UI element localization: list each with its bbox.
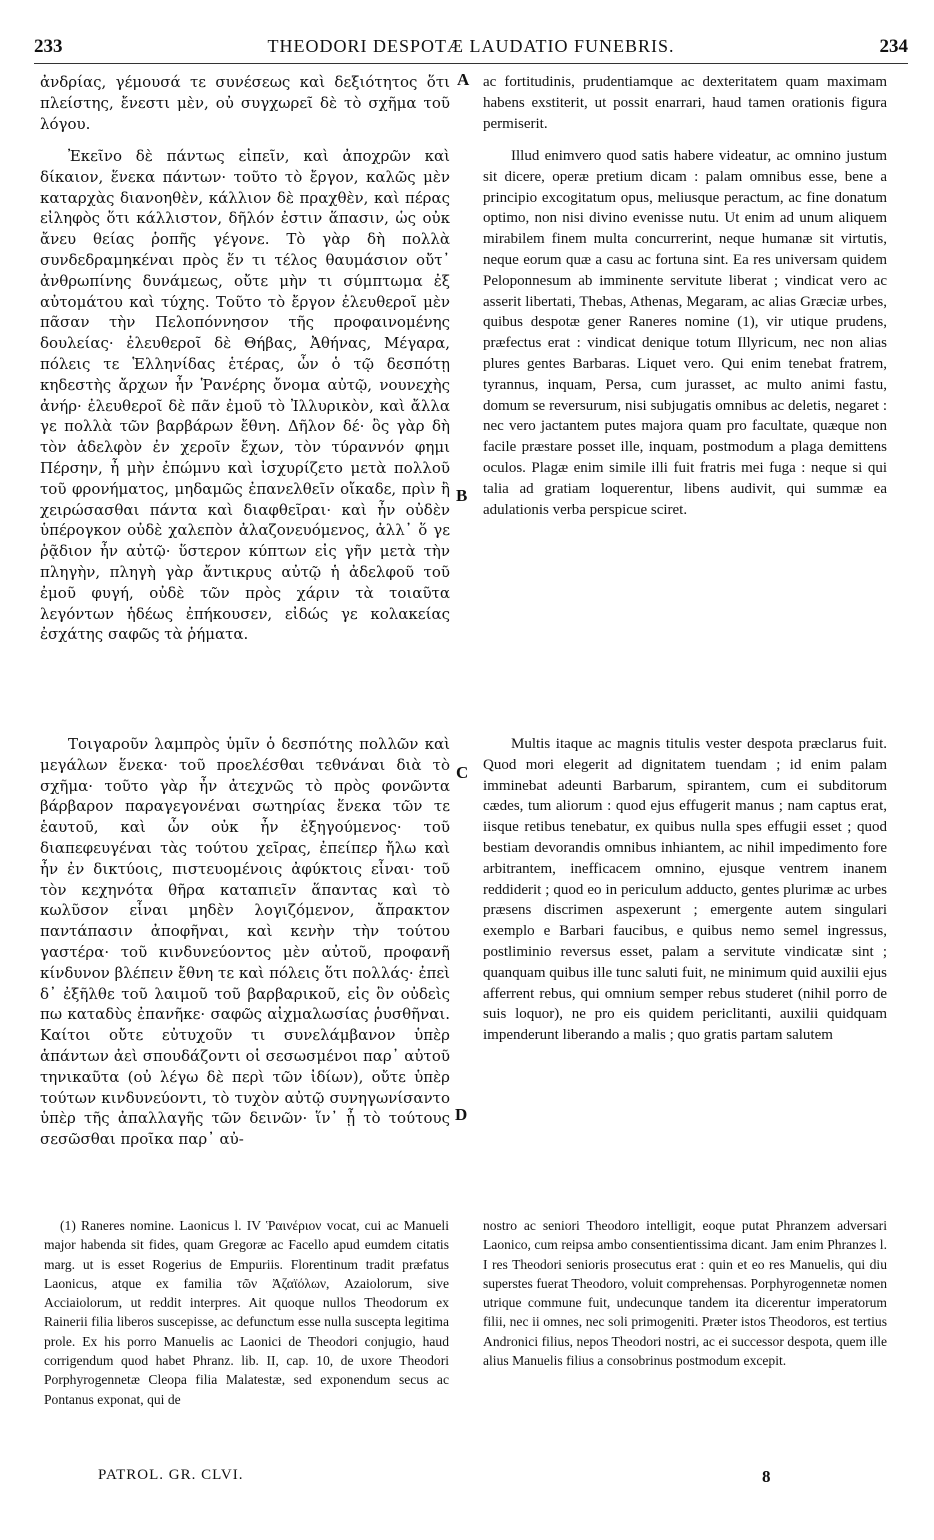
page-number-right: 234 (879, 36, 908, 57)
footnote-right (483, 1216, 887, 1370)
section-marker-b: B (456, 486, 468, 505)
latin-paragraph-1: ac fortitudinis, prudentiamque ac dexteritatem quam maximam habens exstiterit, ut possit enarrari, haud tamen orationis figura permiserit. (483, 74, 887, 132)
series-signature: PATROL. GR. CLVI. (98, 1467, 244, 1483)
greek-column-block-1 (40, 72, 450, 134)
latin-column-block-1 (483, 72, 887, 134)
greek-paragraph-1: ἀνδρίας, γέμουσά τε συνέσεως καὶ δεξιότητος ὅτι πλείστης, ἔνεστι μὲν, οὐ συγχωρεῖ δὲ τὸ σχῆμα τοῦ λόγου. (40, 73, 450, 133)
greek-column-block-3 (40, 734, 450, 1150)
running-title: THEODORI DESPOTÆ LAUDATIO FUNEBRIS. (267, 36, 675, 56)
header-rule (34, 63, 908, 64)
footnote-1-continuation: nostro ac seniori Theodoro intelligit, eoque putat Phranzem adversari Laonico, cum reipsa ambo consentientissima dicant. Jam enim Phranzes l. I res Theodori senioris prosecutus erat : quin et eo res Manuelis, qui diu superstes fuerat Theodoro, voluit comprehensas. Porphyrogennetæ nomen utrique commune fuit, undecunque tandem ita dicerentur imperatorum filii, nec ii omnes, nec soli primogeniti. Præter istos Theodoros, est tertius Andronici filius, nepos Theodori nostri, ac ei successor despota, quem ille alius Manuelis filius a consobrinus postmodum excepit. (483, 1218, 887, 1369)
section-marker-c: C (456, 763, 469, 782)
gathering-number: 8 (762, 1467, 771, 1486)
greek-column-block-2 (40, 146, 450, 645)
page-number-left: 233 (34, 36, 63, 57)
footnote-1-text: (1) Raneres nomine. Laonicus l. IV Ῥαινέριον vocat, cui ac Manueli major habenda sit fides, quam Gregoræ ac Facello apud eumdem citatis marg. ut is esset Rogerius de Empuriis. Florentinum tradit præfatus Laonicus, atque ex familia τῶν Ἀζαϊόλων, Azaiolorum, sive Acciaiolorum, ut reddit interpres. Ait quoque nullos Theodorum ex Rainerii filia liberos suscepisse, ac defunctum esse nulla suscepta legitima prole. Ex his porro Manuelis ac Laonici de Theodori conjugio, haud corrigendum quod habet Phranz. lib. II, cap. 10, de uxore Theodori Porphyrogennetæ Cleopa filia Malatestæ, sed exponendum secus ac Pontanus exponat, qui de (44, 1218, 449, 1407)
greek-paragraph-3: Τοιγαροῦν λαμπρὸς ὑμῖν ὁ δεσπότης πολλῶν καὶ μεγάλων ἕνεκα· τοῦ προελέσθαι τεθνάναι διὰ τὸ σχῆμα· τοῦτο γὰρ ἦν ἀτεχνῶς τὸ πρὸς φονῶντα βάρβαρον παραγεγονέναι σωτηρίας ἕνεκα τῶν τε ἑαυτοῦ, καὶ ὧν οὐκ ἦν ἐξηγούμενος· τοῦ διαπεφευγέναι τὰς τούτου χεῖρας, ἐπείπερ ἤλω καὶ ἦν ἐν δικτύοις, πιστευομένοις ἀφύκτοις εἶναι· τοῦ τὸν κεχηνότα θῆρα καταπιεῖν ἅπαντας καὶ τὸ κωλῦσον εἶναι μηδὲν λογιζόμενον, ἄπρακτον παντάπασιν ἀποφῆναι, καὶ κενὴν τὴν τούτου γαστέρα· τοῦ κινδυνεύοντος μὲν αὐτοῦ, προφανῆ κίνδυνον βλέπειν ἔθνη τε καὶ πόλεις ὅτι πολλάς· ἐπεὶ δ᾽ ἐξῆλθε τοῦ λαιμοῦ τοῦ βαρβαρικοῦ, εἰς ὃν οὐδεὶς πω καταδὺς ἐπανῆκε· σαφῶς αἰχμαλωσίας ῥυσθῆναι. Καίτοι οὔτε εὐτυχοῦν τι συνελάμβανον ὑπὲρ ἁπάντων ἀεὶ σπουδάζοντι οἱ σεσωσμένοι παρ᾽ αὐτοῦ τηνικαῦτα (οὐ λέγω δὲ περὶ τῶν ἰδίων), οὔτε ὑπὲρ τούτων κινδυνεύοντι, τὸ τυχὸν αὐτῷ συνηγωνίσαντο ὑπὲρ τῆς ἀπαλλαγῆς τῶν δεινῶν· ἵν᾽ ᾖ τὸ τούτους σεσῶσθαι προῖκα παρ᾽ αὐ- (40, 735, 450, 1149)
latin-column-block-2 (483, 146, 887, 520)
latin-paragraph-3: Multis itaque ac magnis titulis vester despota præclarus fuit. Quod mori elegerit ad dignitatem tuendam ; id enim palam imminebat adeunti Barbarum, spirantem, cum ei subditorum cædes, tum aliorum : quod ejus effugerit manus ; nam captus erat, iisque retibus tenebatur, ex quibus nulla spes effugii esset ; quod bestiam devorandis omnibus inhiantem, ac nihil impedimento fore arbitrantem, inefficacem omnino, ejusque ventrem inanem reddiderit ; quod eo in periculum adducto, gentes plurimæ ac urbes præsens discrimen aspexerunt ; emergente autem singulari exemplo e Barbari faucibus, e quibus nemo semel ingressus, postliminio reversus esset, palam a servitute vindicatæ sint ; quanquam quibus ille tunc saluti fuit, ne minimum quid auxilii ejus afferrent rebus, qui omnium semper rebus studeret (nihil porro de suis loquor), ne pro eis quidem periclitanti, auxilii quidquam impenderunt liberando a malis ; quo gratis partam salutem (483, 736, 887, 1044)
running-header (34, 36, 908, 66)
footnote-left (44, 1216, 449, 1409)
latin-column-block-3 (483, 734, 887, 1046)
section-marker-a: A (457, 70, 470, 89)
latin-paragraph-2: Illud enimvero quod satis habere videatur, ac omnino justum sit dicere, operæ pretium dicam : palam omnibus esse, bene a principio excogitatum opus, meliusque peractum, ac fine donatum optimo, non nisi divino evenisse nutu. Ut enim ad unum aliquem mirabilem finem multa concurrerint, neque humanæ sit virtutis, neque eorum quæ a casu ac fortuna sint. Ea res universam quidem Peloponnesum ab imminente servitute liberat ; vindicat vero ac asserit libertati, Thebas, Athenas, Megaram, ac alias Græciæ urbes, quibus despotæ gener Raneres nomine (1), vir utique prudens, præfectus erat : vindicat denique totum Illyricum, nec non alias plures gentes Barbaras. Liquet vero. Qui enim tenebat fratrem, tyrannus, inquam, Persa, cum jurasset, ac multo animi fastu, domum se reversurum, nisi subjugatis omnibus ac deletis, negaret : nec vero jactantem putes majora quam pro facultate, quæque non facile præstare posset ille, inquam, postmodum a plaga demittens oculos. Plagæ enim simile illi fuit fratris mei fuga : neque si qui talia ad gratiam loquerentur, libens audivit, qui summæ ea adulationis verba perspicue sciret. (483, 148, 887, 518)
section-marker-d: D (455, 1105, 468, 1124)
greek-paragraph-2: Ἐκεῖνο δὲ πάντως εἰπεῖν, καὶ ἀποχρῶν καὶ δίκαιον, ἕνεκα πάντων· τοῦτο τὸ ἔργον, καλῶς μὲν καταρχὰς διανοηθὲν, κάλλιον δὲ πραχθὲν, καὶ πέρας εἰληφὸς ὅτι κάλλιστον, δῆλόν ἐστιν ἅπασιν, ὡς οὐκ ἄνευ θείας ῥοπῆς γέγονε. Τὸ γὰρ δὴ πολλὰ συνδεδραμηκέναι πρὸς ἕν τι τέλος θαυμάσιον οὔτ᾽ ἀνθρωπίνης δυνάμεως, οὔτε μὴν τι σύμπτωμα ἐξ αὐτομάτου καὶ τύχης. Τοῦτο τὸ ἔργον ἐλευθεροῖ μὲν πᾶσαν τὴν Πελοπόννησον τῆς προφαινομένης δουλείας· ἐλευθεροῖ δὲ Θήβας, Ἀθήνας, Μέγαρα, πόλεις τε Ἑλληνίδας ἑτέρας, ὧν ὁ τῷ δεσπότῃ κηδεστὴς ἄρχων ἦν Ῥανέρης ὄνομα αὐτῷ, νουνεχὴς ἀνήρ· ἐλευθεροῖ δὲ πᾶν ἐμοῦ τὸ Ἰλλυρικὸν, καὶ ἄλλα γε πολλὰ τῶν βαρβάρων ἔθνη. Δῆλον δέ· ὃς γὰρ δὴ τὸν ἀδελφὸν ἐν χεροῖν ἔχων, τὸν τύραννόν φημι Πέρσην, ἦ μὴν ἐπώμνυ καὶ ἰσχυρίζετο μετὰ πολλοῦ τοῦ φρονήματος, μηδαμῶς ἐπανελθεῖν οἴκαδε, πρὶν ἢ χειρώσασθαι πάντα καὶ διαφθεῖραι· καὶ ἦν οὐδὲν ὑπέρογκον οὐδὲ χαλεπὸν ἀλαζονευόμενος, ἀλλ᾽ ὅ γε ῥᾷδιον ἦν αὐτῷ· ὕστερον κύπτων εἰς γῆν μετὰ τὴν πληγὴν, πληγὴ γὰρ ἄντικρυς αὐτῷ ἡ ἀδελφοῦ τοῦ ἐμοῦ φυγή, οὐδὲ τῶν πρὸς χάριν τὰ τοιαῦτα λεγόντων ἡδέως ἐπήκουσεν, εἰδώς γε κολακείας ἐσχάτης σαφῶς τὰ ῥήματα. (40, 147, 450, 644)
